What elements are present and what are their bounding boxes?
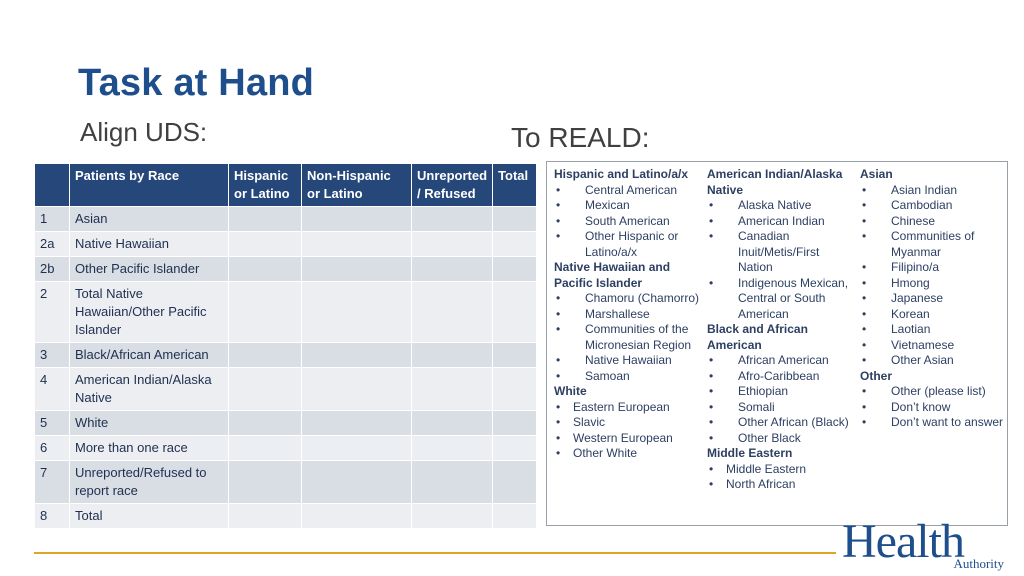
list-item: • Alaska Native: [707, 198, 857, 214]
header-hispanic: Hispanic or Latino: [229, 164, 302, 207]
cell: [412, 232, 493, 257]
row-label: More than one race: [70, 436, 229, 461]
cell: [302, 368, 412, 411]
table-row: [35, 343, 537, 368]
cell: [302, 411, 412, 436]
cell: [302, 257, 412, 282]
list-item: • Eastern European: [554, 400, 704, 416]
cell: [302, 232, 412, 257]
cell: [493, 411, 537, 436]
table-row: [35, 207, 537, 232]
list-item: • Chamoru (Chamorro): [554, 291, 704, 307]
cell: [493, 504, 537, 529]
list-item: • American Indian: [707, 214, 857, 230]
list-item: • Korean: [860, 307, 1005, 323]
footer-divider: [34, 552, 836, 554]
row-number: 2a: [35, 232, 70, 257]
cell: [412, 282, 493, 343]
row-label: Total Native Hawaiian/Other Pacific Islander: [70, 282, 229, 343]
cell: [229, 257, 302, 282]
list-item: • Chinese: [860, 214, 1005, 230]
list-item: • Indigenous Mexican, Central or South American: [707, 276, 857, 323]
list-item: • Hmong: [860, 276, 1005, 292]
list-item: • Samoan: [554, 369, 704, 385]
cell: [229, 207, 302, 232]
cell: [412, 343, 493, 368]
logo-sub-text: Authority: [953, 556, 1004, 571]
cell: [302, 504, 412, 529]
cell: [229, 504, 302, 529]
category-heading: Hispanic and Latino/a/x: [554, 167, 689, 181]
category-heading: Other: [860, 368, 893, 383]
category-heading: Native Hawaiian and Pacific Islander: [554, 260, 671, 290]
list-item: • Other White: [554, 446, 704, 462]
row-number: 2b: [35, 257, 70, 282]
list-item: • Mexican: [554, 198, 704, 214]
reald-categories-box: [546, 161, 1008, 526]
list-item: • Asian Indian: [860, 183, 1005, 199]
row-number: 4: [35, 368, 70, 411]
table-header-row: [35, 164, 537, 207]
list-item: • Filipino/a: [860, 260, 1005, 276]
list-item: • Cambodian: [860, 198, 1005, 214]
cell: [493, 282, 537, 343]
cell: [493, 461, 537, 504]
cell: [229, 411, 302, 436]
cell: [412, 504, 493, 529]
cell: [493, 368, 537, 411]
reald-column-3: [860, 167, 1005, 431]
cell: [412, 461, 493, 504]
list-item: • Ethiopian: [707, 384, 857, 400]
cell: [493, 207, 537, 232]
list-item: • Laotian: [860, 322, 1005, 338]
page-title: Task at Hand: [78, 62, 315, 104]
list-item: • South American: [554, 214, 704, 230]
reald-column-2: [707, 167, 857, 493]
cell: [229, 436, 302, 461]
list-item: • Central American: [554, 183, 704, 199]
list-item: • Don’t want to answer: [860, 415, 1005, 431]
table-row: [35, 282, 537, 343]
to-reald-subtitle: To REALD:: [511, 122, 650, 153]
cell: [493, 232, 537, 257]
cell: [493, 436, 537, 461]
category-heading: Middle Eastern: [707, 446, 793, 460]
cell: [302, 282, 412, 343]
list-item: • Marshallese: [554, 307, 704, 323]
row-number: 6: [35, 436, 70, 461]
header-total: Total: [493, 164, 537, 207]
cell: [229, 232, 302, 257]
list-item: • Somali: [707, 400, 857, 416]
reald-column-1: [554, 167, 704, 462]
cell: [302, 461, 412, 504]
category-heading: American Indian/Alaska Native: [707, 167, 843, 197]
cell: [412, 207, 493, 232]
cell: [229, 461, 302, 504]
cell: [229, 368, 302, 411]
table-row: [35, 257, 537, 282]
list-item: • Afro-Caribbean: [707, 369, 857, 385]
table-row: [35, 232, 537, 257]
cell: [493, 257, 537, 282]
uds-race-table: [34, 163, 537, 529]
cell: [412, 368, 493, 411]
row-label: Native Hawaiian: [70, 232, 229, 257]
table-row: [35, 411, 537, 436]
logo-main-text: Health: [842, 515, 964, 568]
table-row: [35, 368, 537, 411]
cell: [412, 411, 493, 436]
category-heading: White: [554, 384, 587, 398]
list-item: • African American: [707, 353, 857, 369]
list-item: • Canadian Inuit/Metis/First Nation: [707, 229, 857, 276]
cell: [229, 343, 302, 368]
list-item: • Communities of the Micronesian Region: [554, 322, 704, 353]
list-item: • Slavic: [554, 415, 704, 431]
table-row: [35, 504, 537, 529]
row-label: White: [70, 411, 229, 436]
list-item: • Other African (Black): [707, 415, 857, 431]
list-item: • Other (please list): [860, 384, 1005, 400]
row-label: Unreported/Refused to report race: [70, 461, 229, 504]
list-item: • Other Hispanic or Latino/a/x: [554, 229, 704, 260]
row-label: Asian: [70, 207, 229, 232]
cell: [302, 207, 412, 232]
row-number: 1: [35, 207, 70, 232]
list-item: • Don’t know: [860, 400, 1005, 416]
row-number: 3: [35, 343, 70, 368]
header-non-hispanic: Non-Hispanic or Latino: [302, 164, 412, 207]
align-uds-subtitle: Align UDS:: [80, 117, 208, 147]
list-item: • Other Black: [707, 431, 857, 447]
row-label: Total: [70, 504, 229, 529]
list-item: • Communities of Myanmar: [860, 229, 1005, 260]
list-item: • Other Asian: [860, 353, 1005, 369]
row-number: 5: [35, 411, 70, 436]
list-item: • North African: [707, 477, 857, 493]
cell: [229, 282, 302, 343]
cell: [493, 343, 537, 368]
list-item: • Japanese: [860, 291, 1005, 307]
list-item: • Native Hawaiian: [554, 353, 704, 369]
row-label: American Indian/Alaska Native: [70, 368, 229, 411]
row-label: Other Pacific Islander: [70, 257, 229, 282]
row-number: 7: [35, 461, 70, 504]
table-row: [35, 461, 537, 504]
cell: [302, 343, 412, 368]
health-authority-logo: [842, 515, 1008, 576]
row-number: 2: [35, 282, 70, 343]
header-unreported: Unreported / Refused: [412, 164, 493, 207]
category-heading: Asian: [860, 167, 893, 181]
list-item: • Vietnamese: [860, 338, 1005, 354]
cell: [302, 436, 412, 461]
cell: [412, 257, 493, 282]
category-heading: Black and African American: [707, 322, 808, 352]
list-item: • Western European: [554, 431, 704, 447]
header-patients-by-race: Patients by Race: [70, 164, 229, 207]
header-number: [35, 164, 70, 207]
row-number: 8: [35, 504, 70, 529]
row-label: Black/African American: [70, 343, 229, 368]
table-row: [35, 436, 537, 461]
cell: [412, 436, 493, 461]
list-item: • Middle Eastern: [707, 462, 857, 478]
